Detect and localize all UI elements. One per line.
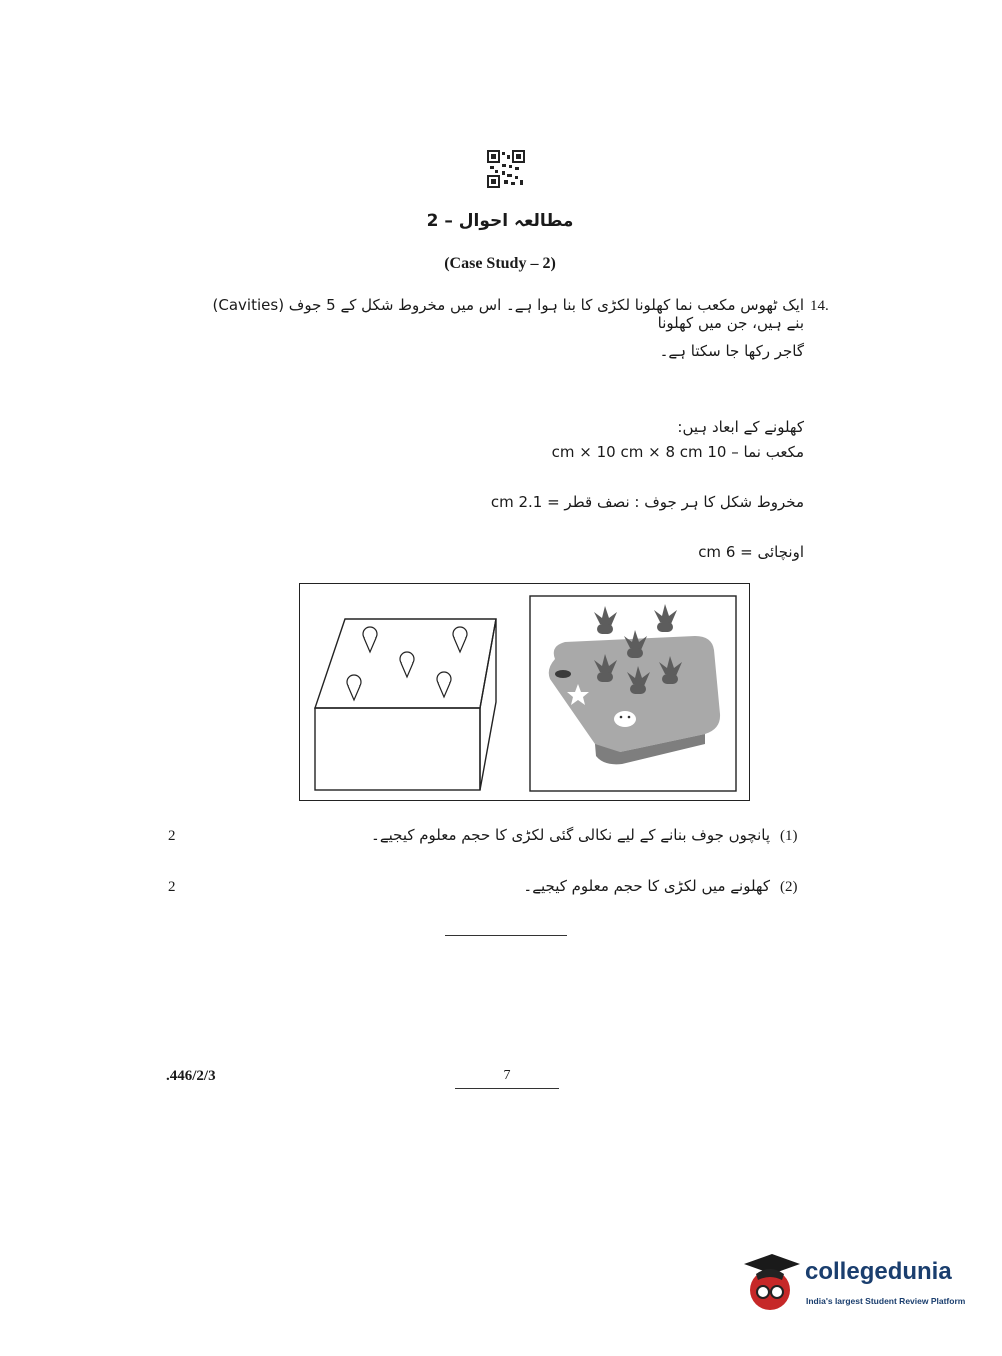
- subquestion-1-marks: 2: [168, 828, 176, 844]
- question-text-line1: ایک ٹھوس مکعب نما کھلونا لکڑی کا بنا ہوا ہے۔ اس میں مخروط شکل کے 5 جوف (Cavities) بنے ہیں، جن میں کھلونا: [212, 296, 804, 332]
- collegedunia-brand: collegedunia: [805, 1258, 952, 1285]
- toy-figure: [299, 583, 750, 801]
- cuboid-diagram: [315, 619, 496, 790]
- subquestion-1-text: پانچوں جوف بنانے کے لیے نکالی گئی لکڑی کا حجم معلوم کیجیے۔: [371, 826, 770, 844]
- dimensions-heading: کھلونے کے ابعاد ہیں:: [677, 418, 804, 436]
- dimension-cuboid: مکعب نما – 10 cm × 10 cm × 8 cm: [551, 443, 804, 461]
- case-study-title-urdu: مطالعہ احوال – 2: [426, 211, 574, 231]
- question-text-line2: گاجر رکھا جا سکتا ہے۔: [659, 342, 804, 360]
- subquestion-2-label: (2): [780, 879, 798, 895]
- cone-cavity-icons: [347, 627, 467, 700]
- page-number-underline: [455, 1088, 559, 1089]
- collegedunia-tagline: India's largest Student Review Platform: [806, 1296, 966, 1306]
- page-number: 7: [503, 1068, 511, 1083]
- subquestion-2-text: کھلونے میں لکڑی کا حجم معلوم کیجیے۔: [523, 877, 770, 895]
- bunny-icon: [614, 711, 636, 727]
- qr-code-icon: [487, 150, 525, 188]
- dimension-cone-height: اونچائی = 6 cm: [698, 543, 804, 561]
- question-number: 14.: [810, 298, 829, 314]
- case-study-title-english: (Case Study – 2): [444, 255, 556, 272]
- subquestion-1-label: (1): [780, 828, 798, 844]
- toy-diagram: [300, 584, 748, 799]
- end-divider: [445, 935, 567, 936]
- subquestion-2-marks: 2: [168, 879, 176, 895]
- collegedunia-logo-icon: [742, 1250, 802, 1320]
- dimension-cone-radius: مخروط شکل کا ہر جوف : نصف قطر = 2.1 cm: [490, 493, 804, 511]
- paper-code: .446/2/3: [166, 1068, 216, 1084]
